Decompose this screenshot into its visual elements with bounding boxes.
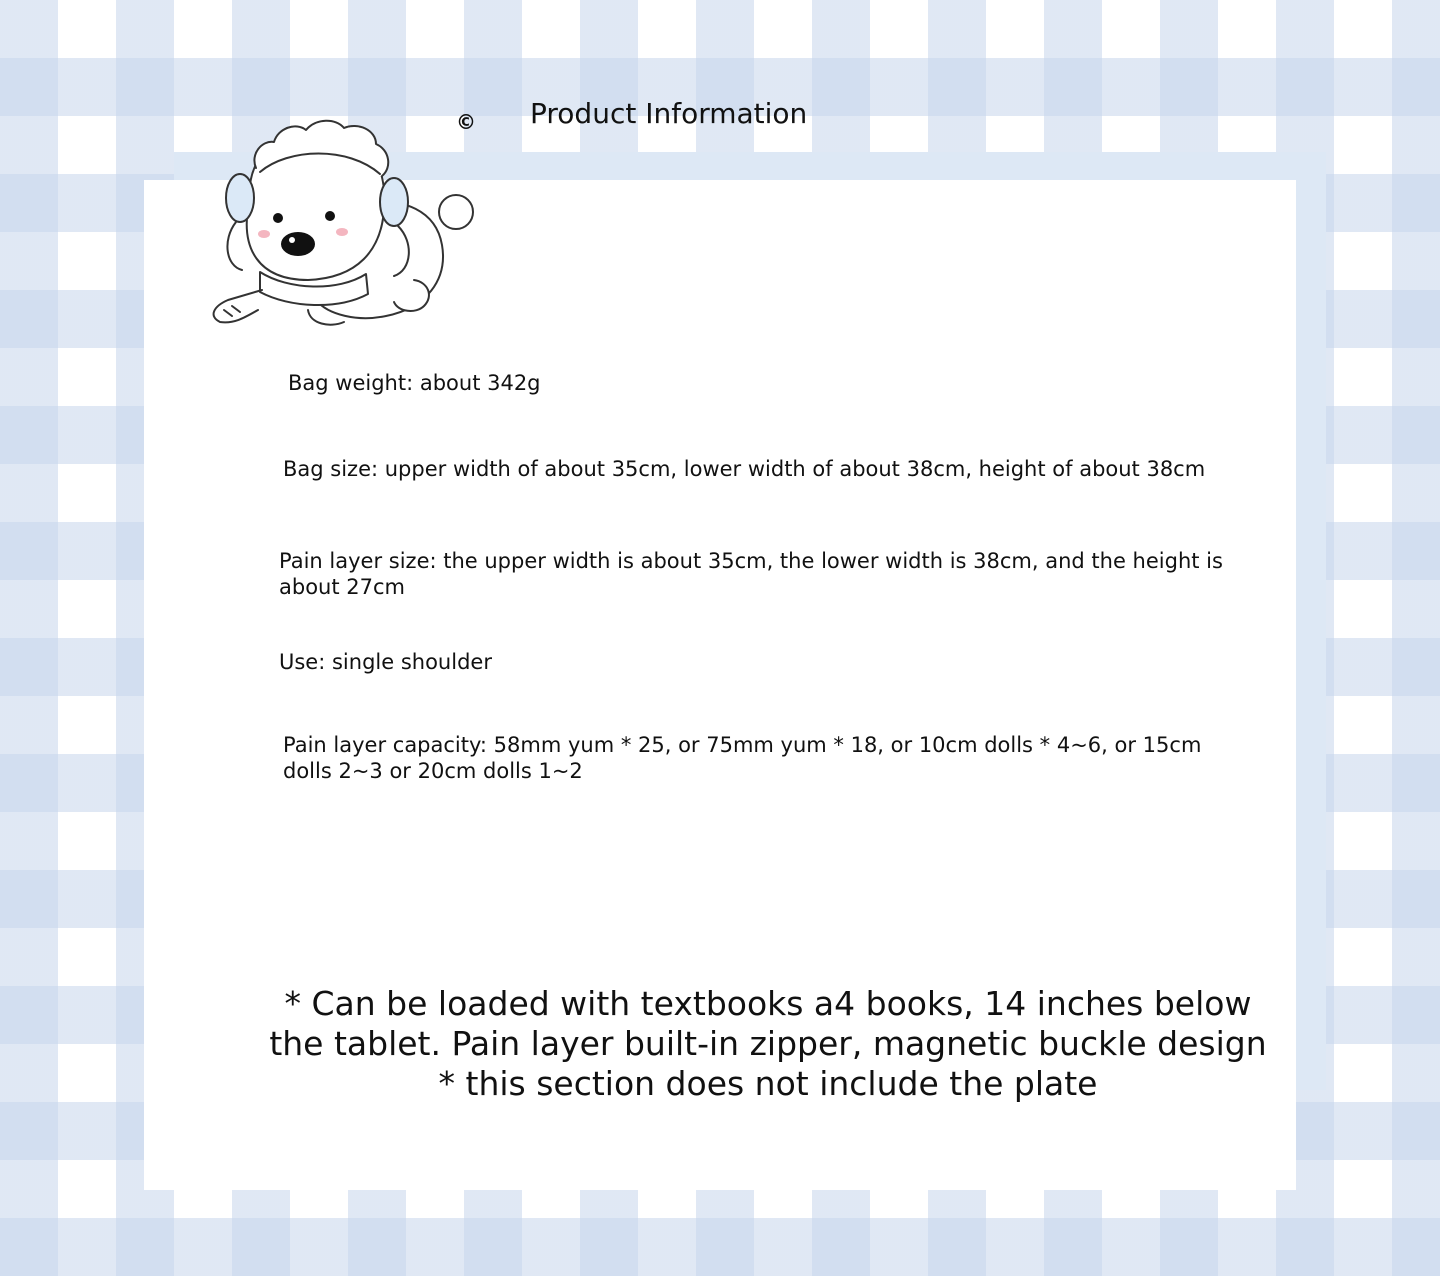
note-line: * this section does not include the plate <box>438 1064 1098 1103</box>
page-title: Product Information <box>530 97 808 130</box>
pain-layer-capacity-text: Pain layer capacity: 58mm yum * 25, or 75mm yum * 18, or 10cm dolls * 4~6, or 15cm dolls 2~3 or 20cm dolls 1~2 <box>283 733 1202 783</box>
pain-layer-size-text: Pain layer size: the upper width is about 35cm, the lower width is 38cm, and the height is about 27cm <box>279 549 1223 599</box>
copyright-icon: © <box>456 110 476 134</box>
bag-size-text: Bag size: upper width of about 35cm, lower width of about 38cm, height of about 38cm <box>283 457 1206 481</box>
note-line: the tablet. Pain layer built-in zipper, magnetic buckle design <box>269 1024 1267 1063</box>
notes-block <box>268 984 1268 1104</box>
puppy-with-earmuffs-icon <box>198 110 488 340</box>
bag-weight-text: Bag weight: about 342g <box>288 371 541 395</box>
note-line: * Can be loaded with textbooks a4 books, 14 inches below <box>284 984 1252 1023</box>
use-text: Use: single shoulder <box>279 650 492 674</box>
